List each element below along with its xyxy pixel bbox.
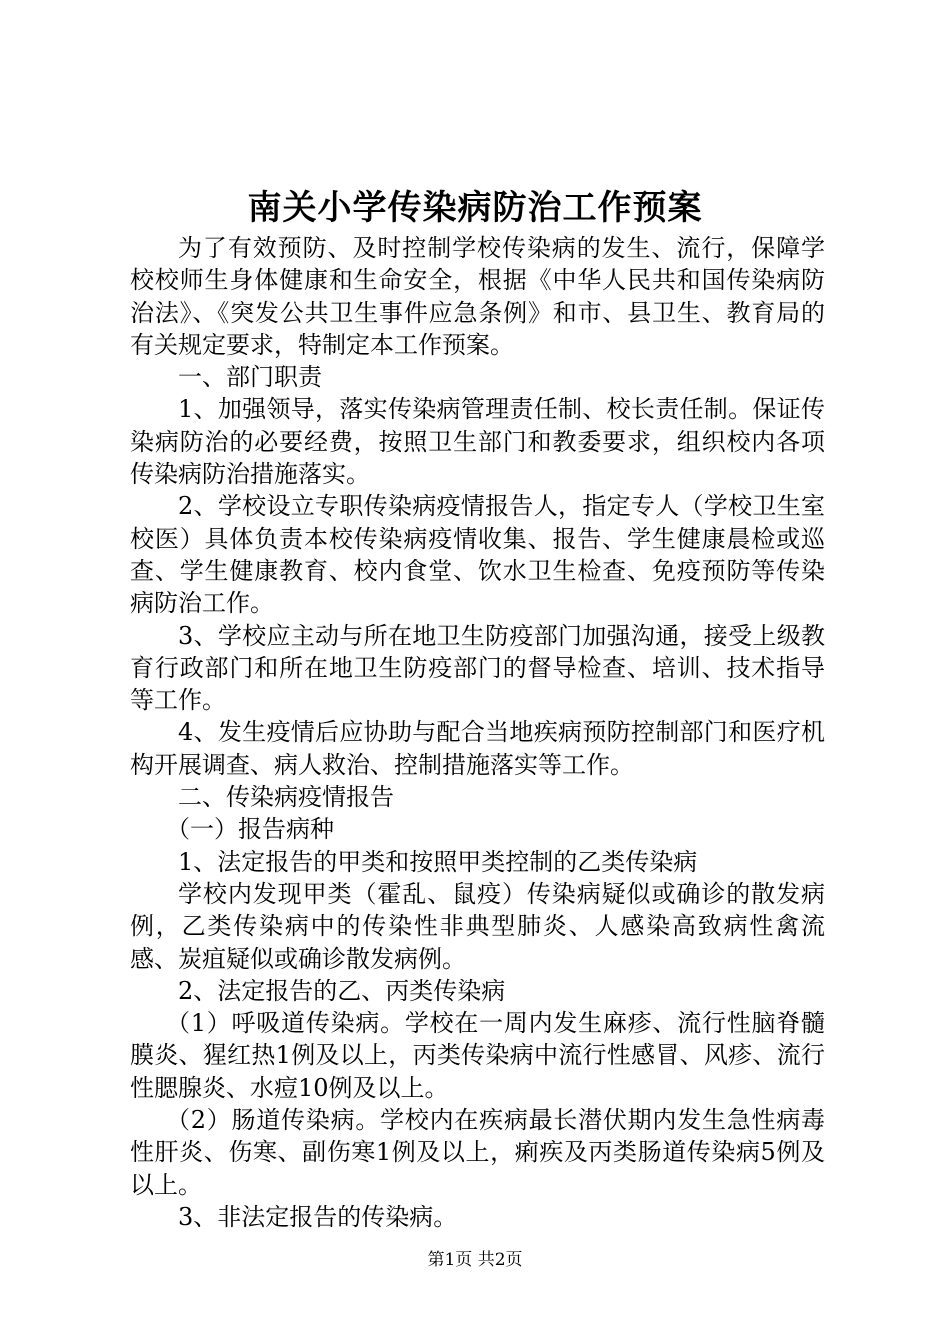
document-title: 南关小学传染病防治工作预案 bbox=[247, 188, 703, 228]
page-footer bbox=[0, 1250, 950, 1270]
section-heading-1: 一、部门职责 bbox=[178, 363, 322, 392]
paragraph-category-2: 2、法定报告的乙、丙类传染病 bbox=[178, 976, 506, 1005]
paragraph-item-2: 2、学校设立专职传染病疫情报告人，指定专人（学校卫生室校医）具体负责本校传染病疫情收集、报告、学生健康晨检或巡查、学生健康教育、校内食堂、饮水卫生检查、免疫预防等传染病防治工作。 bbox=[130, 492, 825, 618]
section-heading-2: 二、传染病疫情报告 bbox=[178, 783, 394, 812]
paragraph-intro: 为了有效预防、及时控制学校传染病的发生、流行，保障学校校师生身体健康和生命安全，根据《中华人民共和国传染病防治法》、《突发公共卫生事件应急条例》和市、县卫生、教育局的有关规定要求，特制定本工作预案。 bbox=[130, 234, 825, 359]
paragraph-category-3: 3、非法定报告的传染病。 bbox=[178, 1202, 458, 1231]
paragraph-item-3: 3、学校应主动与所在地卫生防疫部门加强沟通，接受上级教育行政部门和所在地卫生防疫部门的督导检查、培训、技术指导等工作。 bbox=[130, 621, 825, 715]
paragraph-category-1-detail: 学校内发现甲类（霍乱、鼠疫）传染病疑似或确诊的散发病例，乙类传染病中的传染性非典型肺炎、人感染高致病性禽流感、炭疽疑似或确诊散发病例。 bbox=[130, 879, 825, 973]
page-number: 第1页 共2页 bbox=[427, 1250, 523, 1270]
subsection-heading-1: （一）报告病种 bbox=[166, 815, 334, 844]
document-body bbox=[130, 232, 825, 1233]
paragraph-category-1: 1、法定报告的甲类和按照甲类控制的乙类传染病 bbox=[178, 847, 698, 876]
paragraph-item-4: 4、发生疫情后应协助与配合当地疾病预防控制部门和医疗机构开展调查、病人救治、控制措施落实等工作。 bbox=[130, 718, 825, 779]
paragraph-item-1: 1、加强领导，落实传染病管理责任制、校长责任制。保证传染病防治的必要经费，按照卫生部门和教委要求，组织校内各项传染病防治措施落实。 bbox=[130, 395, 825, 489]
paragraph-respiratory: （1）呼吸道传染病。学校在一周内发生麻疹、流行性脑脊髓膜炎、猩红热1例及以上，丙类传染病中流行性感冒、风疹、流行性腮腺炎、水痘10例及以上。 bbox=[130, 1009, 825, 1102]
paragraph-intestinal: （2）肠道传染病。学校内在疾病最长潜伏期内发生急性病毒性肝炎、伤寒、副伤寒1例及以上，痢疾及丙类肠道传染病5例及以上。 bbox=[130, 1106, 825, 1199]
